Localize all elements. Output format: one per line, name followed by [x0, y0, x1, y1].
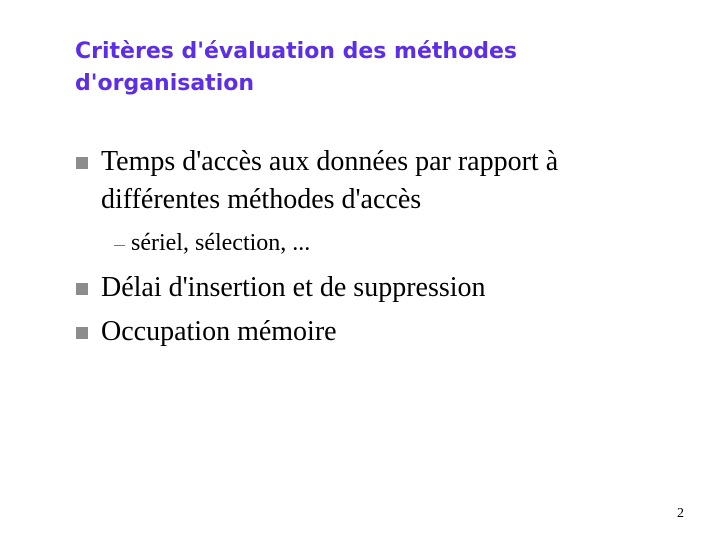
dash-bullet-icon [114, 245, 125, 246]
square-bullet-icon [76, 327, 88, 339]
bullet-text-2: Délai d'insertion et de suppression [101, 272, 486, 303]
bullet-text-1-line-1: Temps d'accès aux données par rapport à [101, 146, 559, 177]
bullet-text-1-line-2: différentes méthodes d'accès [101, 184, 422, 215]
page-number: 2 [677, 506, 684, 521]
bullet-text-3: Occupation mémoire [101, 316, 337, 347]
square-bullet-icon [76, 157, 88, 169]
sub-bullet-text-1: sériel, sélection, ... [131, 230, 311, 256]
slide-title: Critères d'évaluation des méthodes d'organisation [75, 39, 517, 96]
square-bullet-icon [76, 283, 88, 295]
